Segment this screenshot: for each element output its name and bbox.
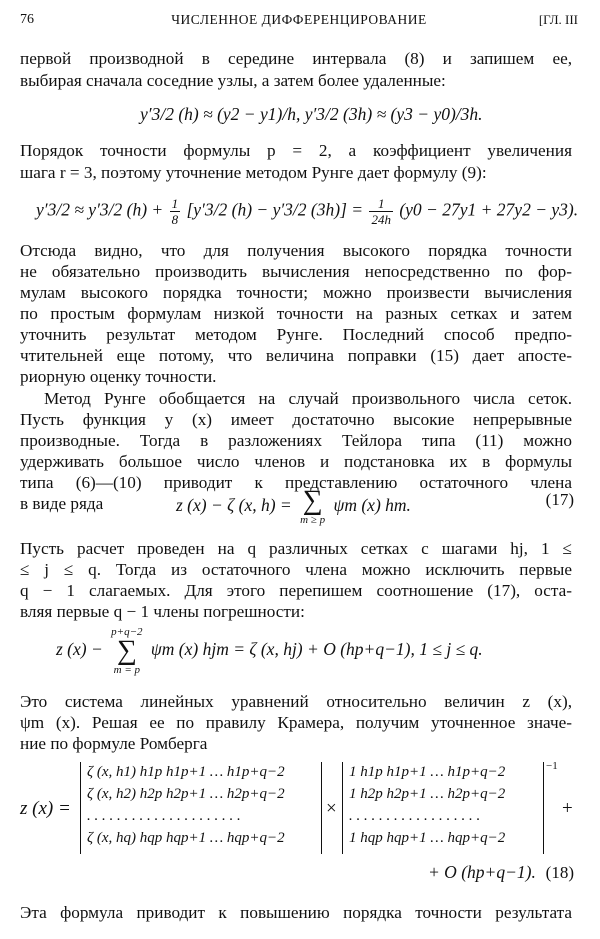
text-line: по простым формулам низкой точности на разных сетках и затем (20, 304, 572, 323)
page-number: 76 (20, 12, 34, 27)
equation-system: z (x) − p+q−2 ∑ m = p ψm (x) hjm = ζ (x, hj) + O (hp+q−1), 1 ≤ j ≤ q. (56, 626, 483, 676)
text-line: вляя первые q − 1 члены погрешности: (20, 602, 305, 621)
eq2-left: y′3/2 ≈ y′3/2 (h) + (36, 199, 164, 220)
equation-1: y′3/2 (h) ≈ (y2 − y1)/h, y′3/2 (3h) ≈ (y3 − y0)/3h. (140, 104, 483, 124)
text-line: ние по формуле Ромберга (20, 734, 208, 753)
text-line: не обязательно производить вычисления непосредственно по фор- (20, 262, 572, 281)
eq18-lhs: z (x) = (20, 798, 71, 819)
text-line: удерживать большое число членов и подстановка их в формулы (20, 452, 572, 471)
fraction-one-24h: $\frac{1}{24h}$ (371, 196, 391, 227)
chapter-label: [ГЛ. III (538, 12, 578, 27)
text-line: q − 1 слагаемых. Для этого перепишем соотношение (17), оста- (20, 581, 572, 600)
text-line: Это система линейных уравнений относительно величин z (x), (20, 692, 572, 711)
text-line: первой производной в середине интервала (8) и запишем ее, (20, 49, 572, 68)
text-line: производные. Тогда в разложениях Тейлора типа (11) можно (20, 431, 572, 450)
text-line: в виде ряда (20, 494, 104, 513)
eq18-tail: + O (hp+q−1). (428, 862, 536, 882)
fraction-one-eighth: $\frac{1}{8}$ (171, 196, 179, 227)
inverse-exponent: −1 (546, 760, 558, 772)
running-header (20, 12, 578, 34)
equation-number-17: (17) (545, 490, 574, 509)
text-line: Отсюда видно, что для получения высокого порядка точности (20, 241, 572, 260)
sum-symbol: ∑ m ≥ p (300, 485, 326, 526)
text-line: Пусть функция y (x) имеет достаточно высокие непрерывные (20, 410, 572, 429)
sum-symbol: p+q−2 ∑ m = p (111, 626, 143, 676)
equation-2 (36, 196, 578, 227)
text-line: мулам высокого порядка точности; можно произвести вычисления (20, 283, 572, 302)
text-line: Метод Рунге обобщается на случай произвольного числа сеток. (44, 389, 572, 408)
text-line: ≤ j ≤ q. Тогда из остаточного члена можно исключить первые (20, 560, 572, 579)
plus-sign: + (562, 798, 573, 819)
equation-17: z (x) − ζ (x, h) = ∑ m ≥ p ψm (x) hm. (176, 485, 411, 526)
text-line: выбирая сначала соседние узлы, а затем более удаленные: (20, 71, 446, 90)
text-line: Пусть расчет проведен на q различных сетках с шагами hj, 1 ≤ (20, 539, 572, 558)
text-line: шага r = 3, поэтому уточнение методом Рунге дает формулу (9): (20, 163, 487, 182)
eq2-right: (y0 − 27y1 + 27y2 − y3). (399, 199, 579, 220)
times-sign: × (326, 798, 337, 819)
text-line: риорную оценку точности. (20, 367, 217, 386)
text-line: уточнить результат методом Рунге. Последний способ предпо- (20, 325, 572, 344)
running-title: ЧИСЛЕННОЕ ДИФФЕРЕНЦИРОВАНИЕ (171, 12, 427, 27)
text-line: типа (6)—(10) приводит к представлению остаточного члена (20, 473, 572, 492)
equation-number-18: (18) (545, 863, 574, 882)
text-line: Порядок точности формулы p = 2, а коэффициент увеличения (20, 141, 572, 160)
text-line: Эта формула приводит к повышению порядка точности результата (20, 903, 572, 922)
eq2-mid: [y′3/2 (h) − y′3/2 (3h)] = (186, 199, 364, 220)
text-line: чтительней еще потому, что величина поправки (15) дает апосте- (20, 346, 572, 365)
determinant-numerator: ζ (x, h1) h1p h1p+1 … h1p+q−2 ζ (x, h2) h2p h2p+1 … h2p+q−2 . . . . . . . . . . . . . . . . . . . . . ζ (x, hq) hqp hqp+1 … hqp+q−2 (80, 762, 322, 854)
text-line: ψm (x). Решая ее по правилу Крамера, получим уточненное значе- (20, 713, 572, 732)
determinant-denominator: 1 h1p h1p+1 … h1p+q−2 1 h2p h2p+1 … h2p+q−2 . . . . . . . . . . . . . . . . . . 1 hqp hqp+1 … hqp+q−2 (342, 762, 544, 854)
